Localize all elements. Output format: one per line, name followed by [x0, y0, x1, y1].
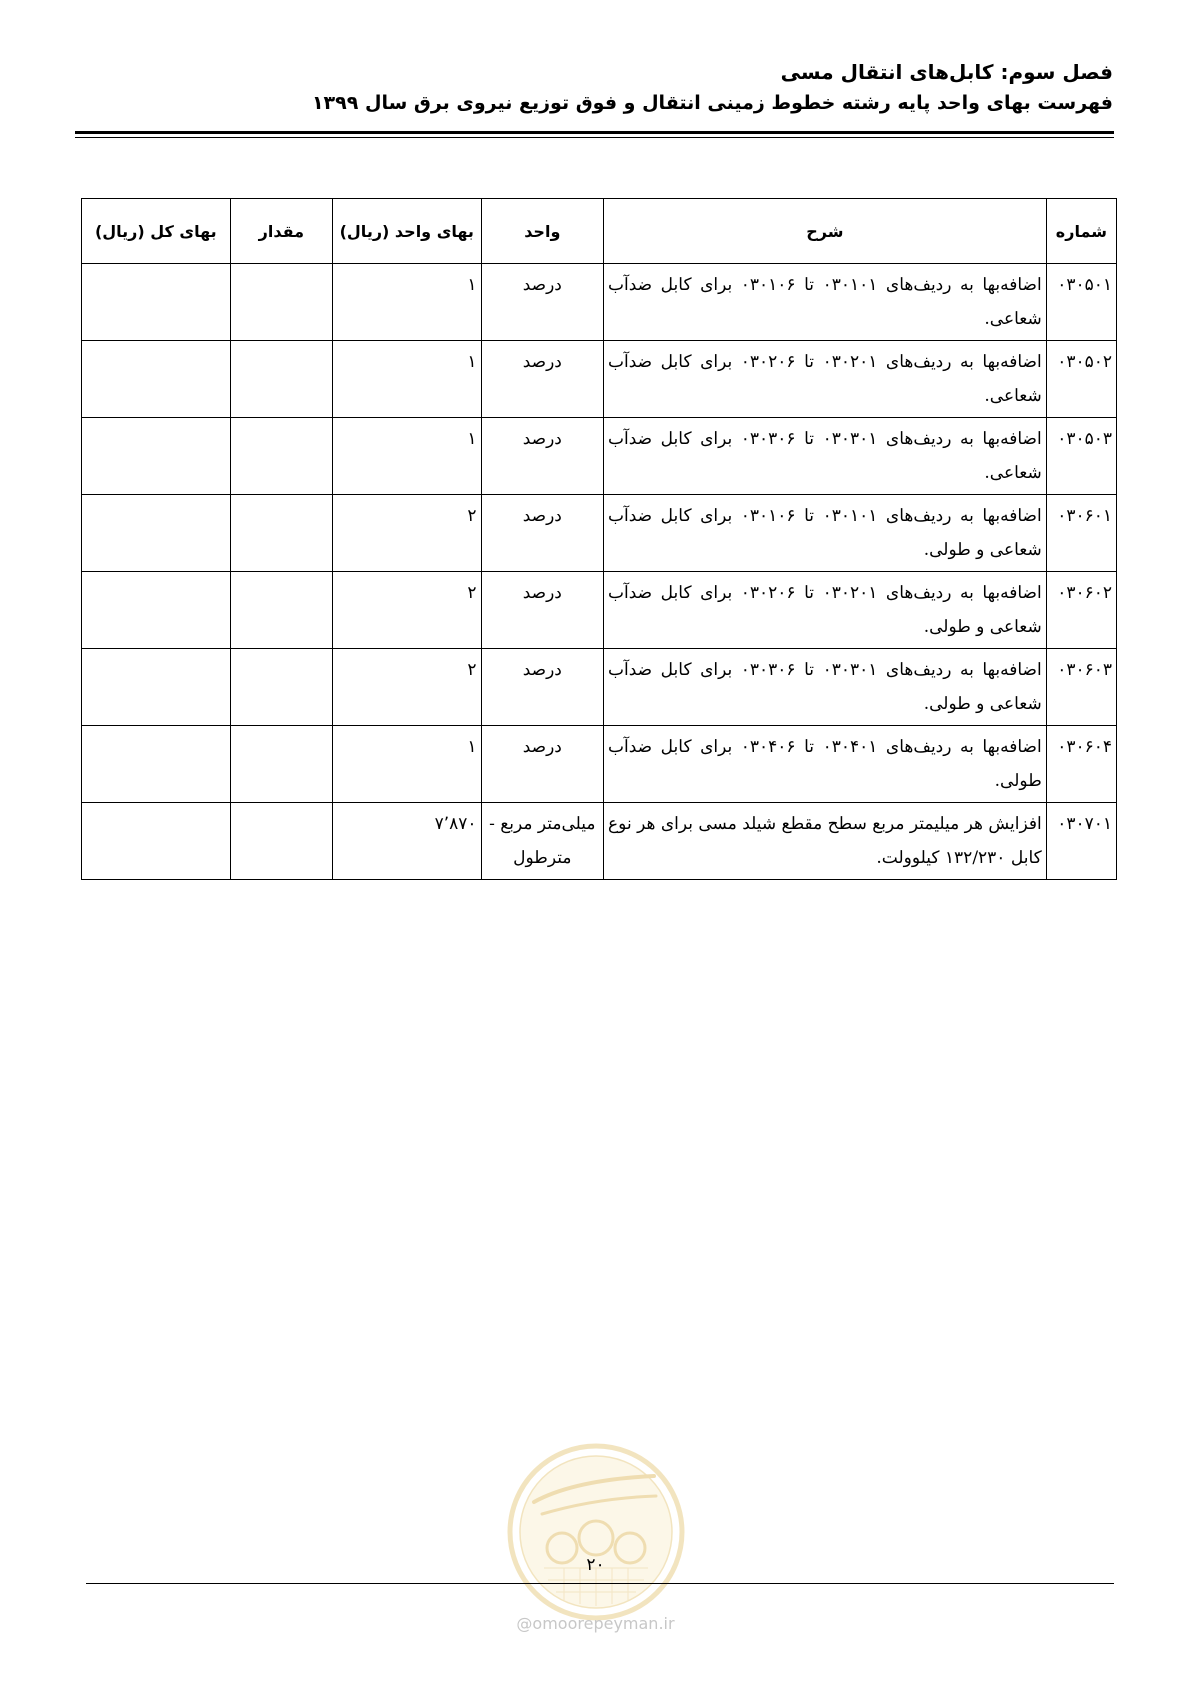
row-unit-price: ۱ — [333, 264, 482, 341]
row-total-price — [82, 649, 231, 726]
header-code: شماره — [1046, 199, 1116, 264]
row-code: ۰۳۰۶۰۲ — [1046, 572, 1116, 649]
row-description: اضافه‌بها به ردیف‌های ۰۳۰۲۰۱ تا ۰۳۰۲۰۶ برای کابل ضدآب شعاعی و طولی. — [604, 572, 1047, 649]
page-number: ۲۰ — [586, 1555, 605, 1575]
row-unit-price: ۲ — [333, 495, 482, 572]
table-row — [82, 572, 1117, 649]
row-description: اضافه‌بها به ردیف‌های ۰۳۰۴۰۱ تا ۰۳۰۴۰۶ برای کابل ضدآب طولی. — [604, 726, 1047, 803]
row-code: ۰۳۰۶۰۳ — [1046, 649, 1116, 726]
row-unit-price: ۷٬۸۷۰ — [333, 803, 482, 880]
row-description: اضافه‌بها به ردیف‌های ۰۳۰۱۰۱ تا ۰۳۰۱۰۶ برای کابل ضدآب شعاعی. — [604, 264, 1047, 341]
row-unit: درصد — [481, 341, 603, 418]
row-quantity — [230, 726, 332, 803]
row-unit: درصد — [481, 726, 603, 803]
row-description: اضافه‌بها به ردیف‌های ۰۳۰۱۰۱ تا ۰۳۰۱۰۶ برای کابل ضدآب شعاعی و طولی. — [604, 495, 1047, 572]
row-code: ۰۳۰۶۰۱ — [1046, 495, 1116, 572]
table-header-row — [82, 199, 1117, 264]
row-code: ۰۳۰۵۰۲ — [1046, 341, 1116, 418]
table-row — [82, 649, 1117, 726]
row-description: اضافه‌بها به ردیف‌های ۰۳۰۳۰۱ تا ۰۳۰۳۰۶ برای کابل ضدآب شعاعی. — [604, 418, 1047, 495]
price-list-table — [81, 198, 1117, 880]
row-unit: درصد — [481, 418, 603, 495]
row-quantity — [230, 418, 332, 495]
table-row — [82, 341, 1117, 418]
row-unit-price: ۱ — [333, 418, 482, 495]
chapter-title: فصل سوم: کابل‌های انتقال مسی — [780, 60, 1113, 84]
header-rule-thin — [75, 137, 1114, 138]
row-unit: درصد — [481, 649, 603, 726]
table-row — [82, 495, 1117, 572]
header-quantity: مقدار — [230, 199, 332, 264]
row-code: ۰۳۰۶۰۴ — [1046, 726, 1116, 803]
row-quantity — [230, 572, 332, 649]
table-row — [82, 726, 1117, 803]
watermark-url: @omoorepeyman.ir — [516, 1614, 675, 1633]
table-row — [82, 264, 1117, 341]
row-quantity — [230, 495, 332, 572]
row-unit: درصد — [481, 495, 603, 572]
header-unit-price: بهای واحد (ریال) — [333, 199, 482, 264]
header-total-price: بهای کل (ریال) — [82, 199, 231, 264]
row-quantity — [230, 341, 332, 418]
row-code: ۰۳۰۵۰۱ — [1046, 264, 1116, 341]
row-unit-price: ۲ — [333, 572, 482, 649]
row-total-price — [82, 418, 231, 495]
row-total-price — [82, 572, 231, 649]
row-unit: میلی‌متر مربع - مترطول — [481, 803, 603, 880]
row-quantity — [230, 649, 332, 726]
header-unit: واحد — [481, 199, 603, 264]
document-subtitle: فهرست بهای واحد پایه رشته خطوط زمینی انتقال و فوق توزیع نیروی برق سال ۱۳۹۹ — [311, 92, 1113, 114]
row-code: ۰۳۰۵۰۳ — [1046, 418, 1116, 495]
row-quantity — [230, 803, 332, 880]
table-row — [82, 803, 1117, 880]
row-description: اضافه‌بها به ردیف‌های ۰۳۰۲۰۱ تا ۰۳۰۲۰۶ برای کابل ضدآب شعاعی. — [604, 341, 1047, 418]
row-description: افزایش هر میلیمتر مربع سطح مقطع شیلد مسی برای هر نوع کابل ۱۳۲/۲۳۰ کیلوولت. — [604, 803, 1047, 880]
table-row — [82, 418, 1117, 495]
page-header — [63, 56, 1113, 118]
row-quantity — [230, 264, 332, 341]
header-rule-thick — [75, 131, 1114, 134]
watermark-seal-icon — [504, 1440, 688, 1624]
row-unit-price: ۲ — [333, 649, 482, 726]
row-unit-price: ۱ — [333, 726, 482, 803]
row-unit-price: ۱ — [333, 341, 482, 418]
row-description: اضافه‌بها به ردیف‌های ۰۳۰۳۰۱ تا ۰۳۰۳۰۶ برای کابل ضدآب شعاعی و طولی. — [604, 649, 1047, 726]
row-code: ۰۳۰۷۰۱ — [1046, 803, 1116, 880]
row-total-price — [82, 726, 231, 803]
row-total-price — [82, 264, 231, 341]
row-total-price — [82, 803, 231, 880]
row-total-price — [82, 341, 231, 418]
row-unit: درصد — [481, 572, 603, 649]
row-total-price — [82, 495, 231, 572]
row-unit: درصد — [481, 264, 603, 341]
header-description: شرح — [604, 199, 1047, 264]
footer-rule — [86, 1583, 1114, 1584]
